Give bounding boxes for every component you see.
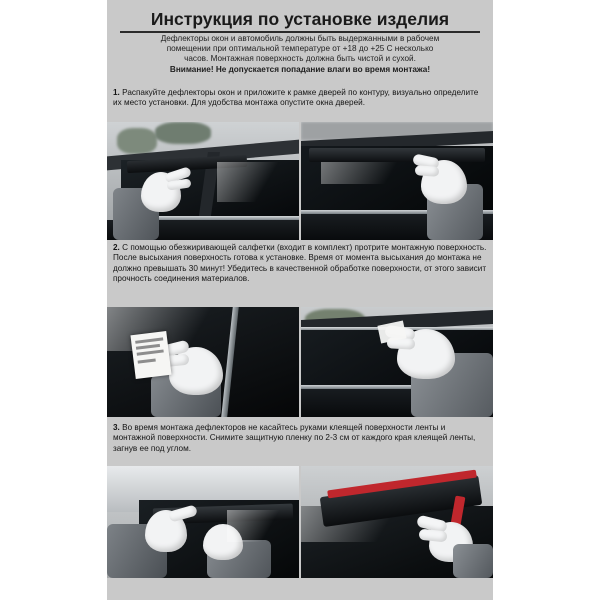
photo-step2-left — [107, 307, 299, 417]
intro-line-2: помещении при оптимальной температуре от +18 до +25 С несколько — [166, 44, 434, 54]
step-2-text — [113, 243, 487, 284]
intro-line-3: часов. Монтажная поверхность должна быть чистой и сухой. — [184, 54, 416, 64]
photo-row-2 — [107, 307, 493, 417]
step-1-body: Распакуйте дефлекторы окон и приложите к рамке дверей по контуру, визуально определите их место установки. Для удобства монтажа опустите окна дверей. — [113, 88, 479, 108]
photo-row-1 — [107, 122, 493, 240]
step-2-body: С помощью обезжиривающей салфетки (входит в комплект) протрите монтажную поверхность. После высыхания поверхность готова к установке. Время от момента высыхания до монтажа не должно превышать 30 минут! Убедитесь в качественной обработке поверхности, от этого зависит прочность соединения материалов. — [113, 243, 487, 283]
photo-step2-right — [301, 307, 493, 417]
step-3-number: 3. — [113, 423, 120, 432]
step-1-text — [113, 88, 487, 109]
photo-step3-right — [301, 466, 493, 578]
photo-step1-right — [301, 122, 493, 240]
photo-row-3 — [107, 466, 493, 578]
intro-line-1: Дефлекторы окон и автомобиль должны быть выдержанными в рабочем — [160, 34, 440, 43]
step-2-number: 2. — [113, 243, 120, 252]
photo-step3-left — [107, 466, 299, 578]
title-divider — [120, 31, 480, 33]
step-1-number: 1. — [113, 88, 120, 97]
intro-text — [126, 34, 474, 75]
step-3-body: Во время монтажа дефлекторов не касайтесь руками клеящей поверхности ленты и монтажной поверхности. Снимите защитную пленку по 2-3 см от каждого края клеящей ленты, загнув ее под углом. — [113, 423, 476, 453]
photo-step1-left — [107, 122, 299, 240]
warning-text: Внимание! Не допускается попадание влаги во время монтажа! — [169, 64, 431, 74]
step-3-text — [113, 423, 487, 454]
page-title: Инструкция по установке изделия — [150, 9, 450, 29]
